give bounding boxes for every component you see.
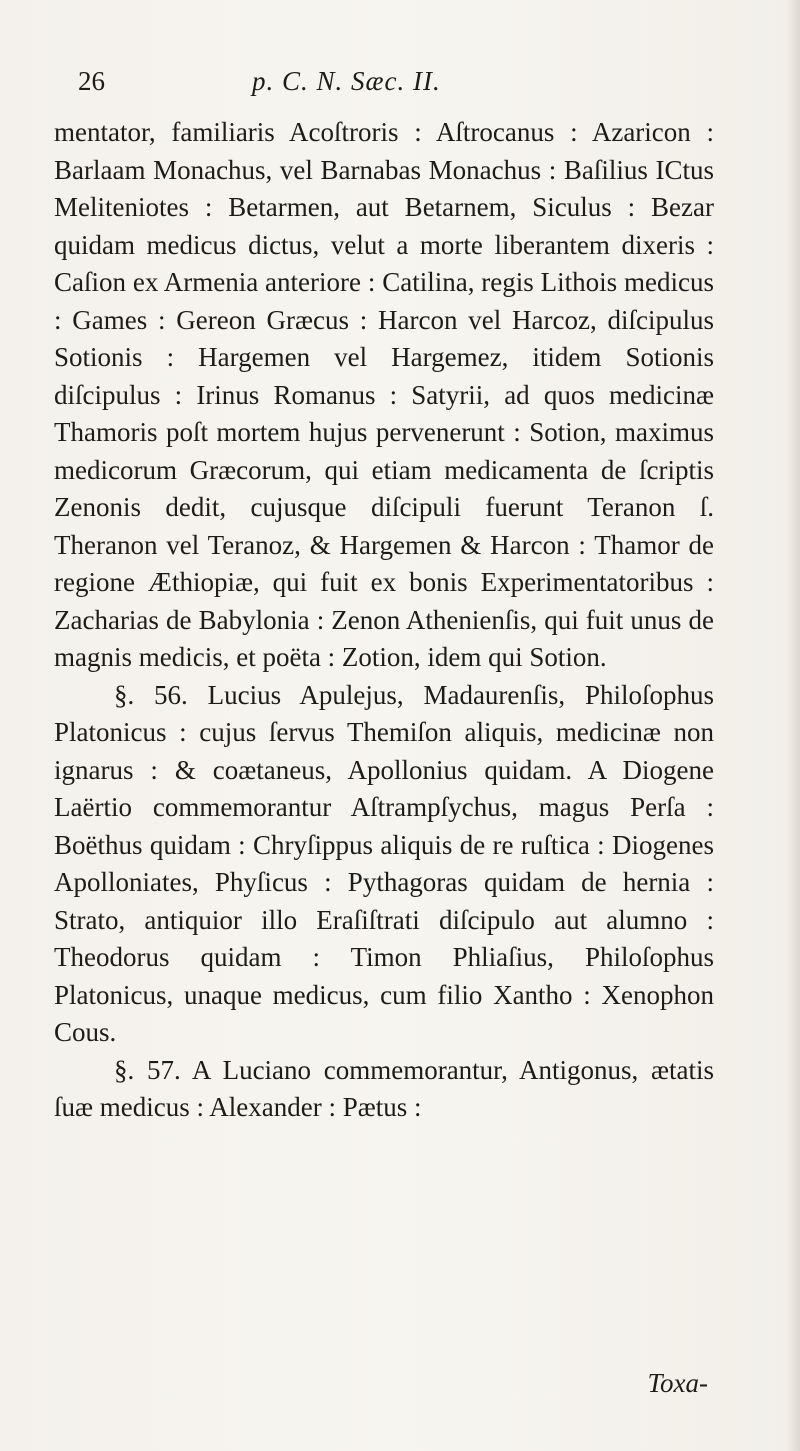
paragraph-section-57: §. 57. A Luciano commemorantur, Antigonus, ætatis ſuæ medicus : Alexander : Pætus :: [54, 1054, 714, 1122]
running-head: p. C. N. Sæc. II.: [252, 66, 441, 96]
paragraph-section-56: §. 56. Lucius Apulejus, Madaurenſis, Philoſophus Platonicus : cujus ſervus Themiſon aliquis, medicinæ non ignarus : & coætaneus, Apollonius quidam. A Diogene Laërtio commemorantur Aſtrampſychus, magus Perſa : Boëthus quidam : Chryſippus aliquis de re ruſtica : Diogenes Apolloniates, Phyſicus : Pythagoras quidam de hernia : Strato, antiquior illo Eraſiſtrati diſcipulo aut alumno : Theodorus quidam : Timon Phliaſius, Philoſophus Platonicus, unaque medicus, cum filio Xantho : Xenophon Cous.: [54, 679, 714, 1047]
catchword: Toxa-: [647, 1368, 708, 1398]
page-header: [78, 66, 578, 102]
paragraph-continued: mentator, familiaris Acoſtroris : Aſtrocanus : Azaricon : Barlaam Monachus, vel Barnabas Monachus : Baſilius ICtus Meliteniotes : Betarmen, aut Betarnem, Siculus : Bezar quidam medicus dictus, velut a morte liberantem dixeris : Caſion ex Armenia anteriore : Catilina, regis Lithois medicus : Games : Gereon Græcus : Harcon vel Harcoz, diſcipulus Sotionis : Hargemen vel Hargemez, itidem Sotionis diſcipulus : Irinus Romanus : Satyrii, ad quos medicinæ Thamoris poſt mortem hujus pervenerunt : Sotion, maximus medicorum Græcorum, qui etiam medicamenta de ſcriptis Zenonis dedit, cujusque diſcipuli fuerunt Teranon ſ. Theranon vel Teranoz, & Hargemen & Harcon : Thamor de regione Æthiopiæ, qui fuit ex bonis Experimentatoribus : Zacharias de Babylonia : Zenon Athenienſis, qui fuit unus de magnis medicis, et poëta : Zotion, idem qui Sotion.: [54, 117, 714, 672]
body-text: [54, 114, 714, 1127]
page-edge-shadow: [786, 0, 800, 1451]
page-number: 26: [78, 66, 105, 96]
